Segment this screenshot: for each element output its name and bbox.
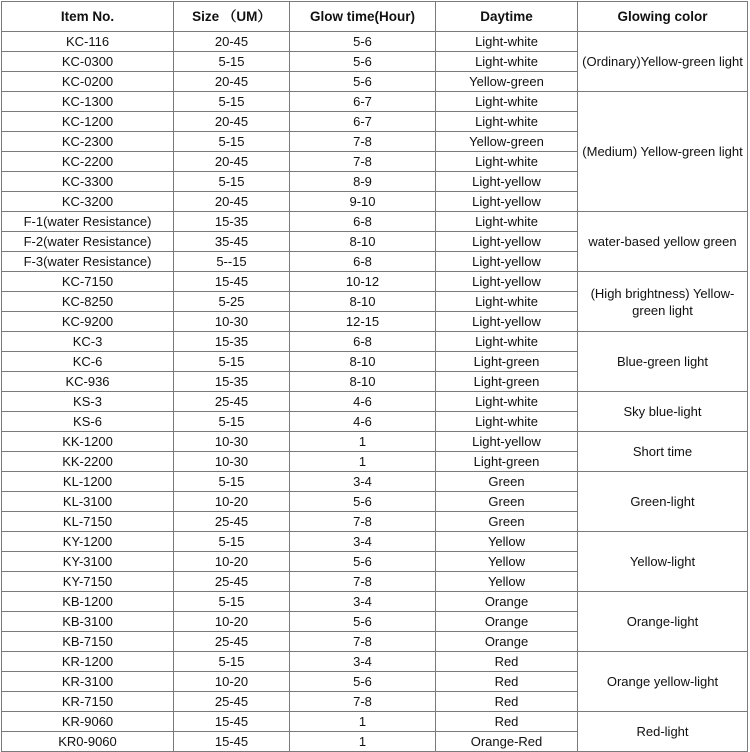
cell-glowing-color: Orange-light (578, 592, 748, 652)
cell-size: 10-20 (174, 492, 290, 512)
cell-glow-time: 8-10 (290, 292, 436, 312)
cell-size: 5-15 (174, 652, 290, 672)
cell-daytime: Light-white (436, 112, 578, 132)
cell-glow-time: 7-8 (290, 512, 436, 532)
cell-glow-time: 8-9 (290, 172, 436, 192)
cell-size: 20-45 (174, 32, 290, 52)
header-row (2, 2, 748, 32)
cell-size: 10-30 (174, 312, 290, 332)
cell-size: 15-35 (174, 212, 290, 232)
cell-item-no: KC-0200 (2, 72, 174, 92)
table-header (2, 2, 748, 32)
cell-item-no: KC-1300 (2, 92, 174, 112)
cell-daytime: Orange (436, 632, 578, 652)
cell-glow-time: 1 (290, 452, 436, 472)
cell-glow-time: 7-8 (290, 632, 436, 652)
cell-item-no: KC-3200 (2, 192, 174, 212)
cell-daytime: Light-white (436, 92, 578, 112)
cell-size: 10-30 (174, 452, 290, 472)
cell-item-no: KC-7150 (2, 272, 174, 292)
cell-size: 5-15 (174, 172, 290, 192)
cell-item-no: KY-1200 (2, 532, 174, 552)
cell-glow-time: 6-8 (290, 252, 436, 272)
cell-item-no: KS-6 (2, 412, 174, 432)
table-row (2, 272, 748, 292)
cell-daytime: Yellow (436, 532, 578, 552)
cell-glow-time: 5-6 (290, 52, 436, 72)
table-row (2, 472, 748, 492)
cell-item-no: KY-3100 (2, 552, 174, 572)
table-row (2, 92, 748, 112)
cell-daytime: Light-white (436, 212, 578, 232)
cell-item-no: F-1(water Resistance) (2, 212, 174, 232)
cell-size: 25-45 (174, 572, 290, 592)
cell-daytime: Orange (436, 592, 578, 612)
cell-glow-time: 3-4 (290, 652, 436, 672)
cell-item-no: KY-7150 (2, 572, 174, 592)
cell-item-no: KL-7150 (2, 512, 174, 532)
cell-size: 5-15 (174, 92, 290, 112)
cell-size: 25-45 (174, 632, 290, 652)
cell-glow-time: 5-6 (290, 552, 436, 572)
cell-glow-time: 5-6 (290, 72, 436, 92)
cell-daytime: Yellow-green (436, 132, 578, 152)
cell-glowing-color: (High brightness) Yellow-green light (578, 272, 748, 332)
cell-item-no: KS-3 (2, 392, 174, 412)
cell-daytime: Red (436, 672, 578, 692)
table-row (2, 592, 748, 612)
cell-glow-time: 8-10 (290, 352, 436, 372)
cell-glow-time: 1 (290, 712, 436, 732)
cell-glow-time: 7-8 (290, 692, 436, 712)
cell-size: 20-45 (174, 72, 290, 92)
cell-glow-time: 1 (290, 732, 436, 752)
cell-size: 25-45 (174, 392, 290, 412)
cell-glow-time: 3-4 (290, 472, 436, 492)
cell-daytime: Yellow-green (436, 72, 578, 92)
cell-daytime: Red (436, 712, 578, 732)
cell-size: 5-15 (174, 412, 290, 432)
cell-daytime: Orange-Red (436, 732, 578, 752)
cell-item-no: KR-1200 (2, 652, 174, 672)
cell-item-no: KC-3300 (2, 172, 174, 192)
cell-size: 5-15 (174, 132, 290, 152)
cell-size: 20-45 (174, 112, 290, 132)
cell-daytime: Yellow (436, 572, 578, 592)
cell-glowing-color: Orange yellow-light (578, 652, 748, 712)
cell-daytime: Light-white (436, 32, 578, 52)
cell-glow-time: 7-8 (290, 572, 436, 592)
table-row (2, 32, 748, 52)
cell-glow-time: 5-6 (290, 32, 436, 52)
cell-glow-time: 6-7 (290, 92, 436, 112)
cell-daytime: Red (436, 652, 578, 672)
cell-glow-time: 6-7 (290, 112, 436, 132)
cell-glowing-color: Green-light (578, 472, 748, 532)
cell-item-no: KC-0300 (2, 52, 174, 72)
cell-item-no: KC-1200 (2, 112, 174, 132)
cell-glowing-color: Blue-green light (578, 332, 748, 392)
cell-daytime: Light-white (436, 332, 578, 352)
table-row (2, 332, 748, 352)
cell-size: 25-45 (174, 512, 290, 532)
cell-daytime: Light-green (436, 352, 578, 372)
cell-daytime: Green (436, 512, 578, 532)
cell-glow-time: 7-8 (290, 132, 436, 152)
cell-glowing-color: Red-light (578, 712, 748, 752)
cell-glow-time: 5-6 (290, 492, 436, 512)
cell-size: 5-25 (174, 292, 290, 312)
cell-item-no: F-2(water Resistance) (2, 232, 174, 252)
cell-glow-time: 9-10 (290, 192, 436, 212)
cell-glowing-color: Yellow-light (578, 532, 748, 592)
cell-item-no: F-3(water Resistance) (2, 252, 174, 272)
cell-glow-time: 10-12 (290, 272, 436, 292)
cell-glowing-color: (Medium) Yellow-green light (578, 92, 748, 212)
table-row (2, 432, 748, 452)
cell-item-no: KC-2300 (2, 132, 174, 152)
cell-size: 15-35 (174, 332, 290, 352)
cell-daytime: Light-yellow (436, 172, 578, 192)
header-size: Size （UM） (174, 2, 290, 32)
cell-size: 5-15 (174, 472, 290, 492)
cell-glow-time: 12-15 (290, 312, 436, 332)
table-row (2, 392, 748, 412)
cell-item-no: KL-3100 (2, 492, 174, 512)
cell-size: 10-20 (174, 612, 290, 632)
cell-glowing-color: (Ordinary)Yellow-green light (578, 32, 748, 92)
cell-glow-time: 3-4 (290, 532, 436, 552)
table-body (2, 32, 748, 752)
cell-daytime: Light-white (436, 412, 578, 432)
cell-daytime: Green (436, 472, 578, 492)
cell-item-no: KC-2200 (2, 152, 174, 172)
cell-size: 5-15 (174, 592, 290, 612)
cell-item-no: KK-2200 (2, 452, 174, 472)
cell-glow-time: 5-6 (290, 612, 436, 632)
cell-size: 10-30 (174, 432, 290, 452)
cell-daytime: Green (436, 492, 578, 512)
cell-glow-time: 6-8 (290, 212, 436, 232)
cell-size: 15-45 (174, 272, 290, 292)
cell-size: 10-20 (174, 552, 290, 572)
cell-item-no: KC-936 (2, 372, 174, 392)
table-row (2, 652, 748, 672)
cell-daytime: Light-green (436, 372, 578, 392)
cell-size: 15-45 (174, 712, 290, 732)
cell-daytime: Light-yellow (436, 272, 578, 292)
cell-item-no: KC-3 (2, 332, 174, 352)
cell-daytime: Yellow (436, 552, 578, 572)
glow-powder-table (1, 1, 748, 752)
cell-glow-time: 1 (290, 432, 436, 452)
cell-item-no: KR-7150 (2, 692, 174, 712)
cell-item-no: KR-3100 (2, 672, 174, 692)
cell-size: 25-45 (174, 692, 290, 712)
cell-item-no: KR-9060 (2, 712, 174, 732)
header-daytime: Daytime (436, 2, 578, 32)
cell-glowing-color: Sky blue-light (578, 392, 748, 432)
cell-size: 20-45 (174, 192, 290, 212)
cell-glow-time: 8-10 (290, 232, 436, 252)
cell-daytime: Light-yellow (436, 432, 578, 452)
cell-item-no: KB-1200 (2, 592, 174, 612)
cell-size: 10-20 (174, 672, 290, 692)
cell-size: 20-45 (174, 152, 290, 172)
cell-size: 15-45 (174, 732, 290, 752)
table-row (2, 532, 748, 552)
cell-glow-time: 4-6 (290, 412, 436, 432)
header-glowing-color: Glowing color (578, 2, 748, 32)
cell-size: 5-15 (174, 52, 290, 72)
cell-item-no: KC-116 (2, 32, 174, 52)
cell-item-no: KR0-9060 (2, 732, 174, 752)
cell-glowing-color: Short time (578, 432, 748, 472)
cell-item-no: KC-8250 (2, 292, 174, 312)
cell-size: 15-35 (174, 372, 290, 392)
cell-item-no: KC-9200 (2, 312, 174, 332)
cell-daytime: Light-white (436, 152, 578, 172)
cell-size: 5-15 (174, 532, 290, 552)
product-spec-sheet (1, 1, 749, 749)
cell-glow-time: 4-6 (290, 392, 436, 412)
cell-daytime: Orange (436, 612, 578, 632)
cell-item-no: KK-1200 (2, 432, 174, 452)
cell-daytime: Light-yellow (436, 232, 578, 252)
header-item-no: Item No. (2, 2, 174, 32)
cell-item-no: KB-7150 (2, 632, 174, 652)
cell-size: 5-15 (174, 352, 290, 372)
cell-daytime: Light-yellow (436, 312, 578, 332)
header-glow-time: Glow time(Hour) (290, 2, 436, 32)
cell-daytime: Light-white (436, 52, 578, 72)
cell-size: 35-45 (174, 232, 290, 252)
cell-item-no: KB-3100 (2, 612, 174, 632)
cell-daytime: Light-yellow (436, 192, 578, 212)
cell-glow-time: 7-8 (290, 152, 436, 172)
cell-item-no: KL-1200 (2, 472, 174, 492)
table-row (2, 212, 748, 232)
cell-glow-time: 6-8 (290, 332, 436, 352)
cell-glow-time: 3-4 (290, 592, 436, 612)
cell-glow-time: 5-6 (290, 672, 436, 692)
table-row (2, 712, 748, 732)
cell-daytime: Light-white (436, 292, 578, 312)
cell-size: 5--15 (174, 252, 290, 272)
cell-glowing-color: water-based yellow green (578, 212, 748, 272)
cell-daytime: Light-yellow (436, 252, 578, 272)
cell-glow-time: 8-10 (290, 372, 436, 392)
cell-daytime: Red (436, 692, 578, 712)
cell-daytime: Light-white (436, 392, 578, 412)
cell-item-no: KC-6 (2, 352, 174, 372)
cell-daytime: Light-green (436, 452, 578, 472)
